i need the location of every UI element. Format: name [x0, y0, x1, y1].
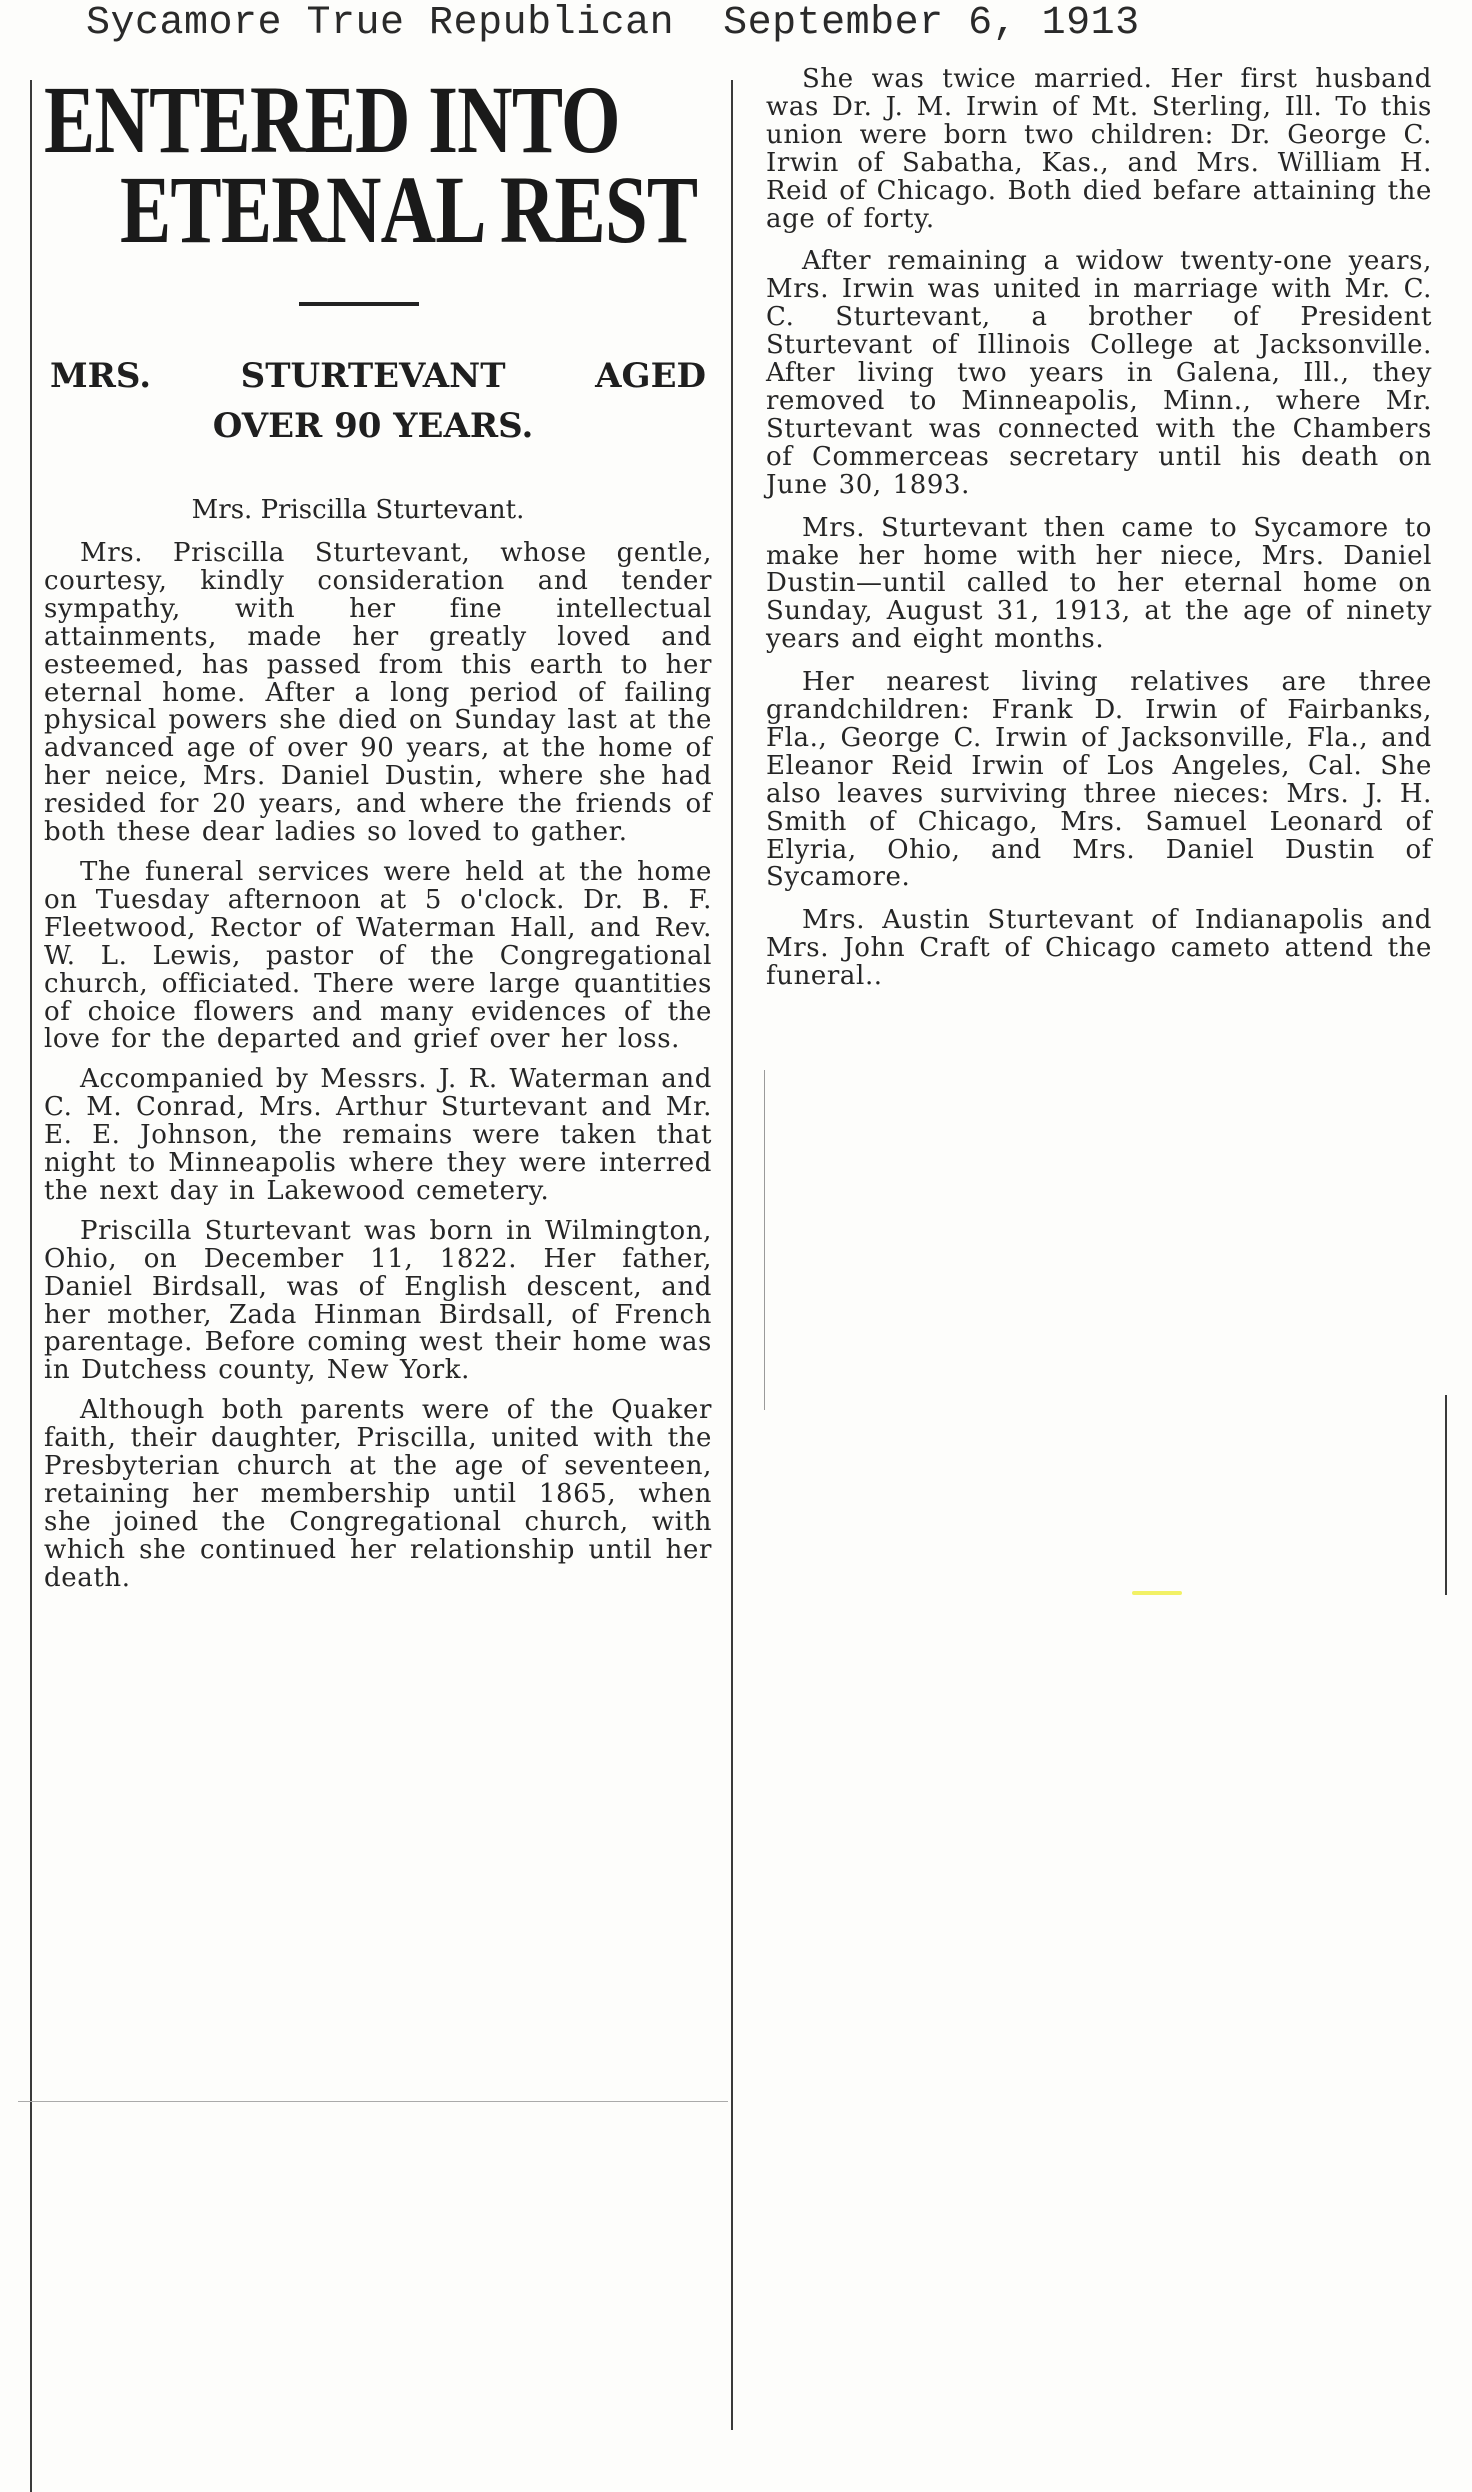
left-column — [44, 66, 712, 1593]
subhead-word: AGED — [595, 356, 706, 396]
headline-divider — [299, 302, 419, 306]
paragraph: Although both parents were of the Quaker faith, their daughter, Priscilla, united with the Presbyterian church at the age of seventeen, retaining her membership until 1865, when she joined the Congregational church, with which she continued her relationship until her death. — [44, 1395, 712, 1593]
subhead-line-2: OVER 90 YEARS. — [212, 406, 534, 446]
fold-crease-line — [18, 2101, 728, 2102]
paragraph: The funeral services were held at the home on Tuesday afternoon at 5 o'clock. Dr. B. F. Fleetwood, Rector of Waterman Hall, and Rev. W. L. Lewis, pastor of the Congregational church, officiated. There were large quantities of choice flowers and many evidences of the love for the departed and grief over her loss. — [44, 856, 712, 1055]
publication-name: Sycamore True Republican — [86, 1, 675, 46]
paragraph: After remaining a widow twenty-one years, Mrs. Irwin was united in marriage with Mr. C. C. Sturtevant, a brother of President Sturtevant of Illinois College at Jacksonville. After living two years in Galena, Ill., they removed to Minneapolis, Minn., where Mr. Sturtevant was connected with the Chambers of Commerceas secretary until his death on June 30, 1893. — [766, 246, 1432, 500]
paragraph: Mrs. Priscilla Sturtevant, whose gentle, courtesy, kindly consideration and tender sympathy, with her fine intellectual attainments, made her greatly loved and esteemed, has passed from this earth to her eternal home. After a long period of failing physical powers she died on Sunday last at the advanced age of over 90 years, at the home of her neice, Mrs. Daniel Dustin, where she had resided for 20 years, and where the friends of both these dear ladies so loved to gather. — [44, 538, 712, 848]
byline: Mrs. Priscilla Sturtevant. — [191, 495, 525, 525]
right-column-edge-rule — [764, 1070, 765, 1410]
headline-line-1: ENTERED INTO — [44, 66, 620, 173]
highlighter-mark — [1132, 1591, 1182, 1595]
headline-line-2: ETERNAL REST — [120, 156, 698, 263]
right-border-rule — [1445, 1395, 1447, 1595]
masthead — [86, 2, 1416, 46]
subhead-word: MRS. — [50, 356, 152, 396]
paragraph: She was twice married. Her first husband was Dr. J. M. Irwin of Mt. Sterling, Ill. To this union were born two children: Dr. George C. Irwin of Sabatha, Kas., and Mrs. William H. Reid of Chicago. Both died befare attaining the age of forty. — [766, 64, 1432, 234]
paragraph: Mrs. Austin Sturtevant of Indianapolis and Mrs. John Craft of Chicago cameto attend the funeral.. — [766, 905, 1432, 992]
right-column — [766, 66, 1432, 991]
paragraph: Priscilla Sturtevant was born in Wilmington, Ohio, on December 11, 1822. Her father, Daniel Birdsall, was of English descent, and her mother, Zada Hinman Birdsall, of French parentage. Before coming west their home was in Dutchess county, New York. — [44, 1215, 712, 1386]
left-border-rule — [30, 80, 32, 2492]
center-column-rule — [731, 80, 733, 2430]
publication-date: September 6, 1913 — [723, 1, 1140, 46]
subheadline — [44, 354, 712, 448]
paragraph: Mrs. Sturtevant then came to Sycamore to make her home with her niece, Mrs. Daniel Dustin—until called to her eternal home on Sunday, August 31, 1913, at the age of ninety years and eight months. — [766, 512, 1432, 655]
paragraph: Her nearest living relatives are three grandchildren: Frank D. Irwin of Fairbanks, Fla., George C. Irwin of Jacksonville, Fla., and Eleanor Reid Irwin of Los Angeles, Cal. She also leaves surviving three nieces: Mrs. J. H. Smith of Chicago, Mrs. Samuel Leonard of Elyria, Ohio, and Mrs. Daniel Dustin of Sycamore. — [766, 667, 1432, 893]
subhead-word: STURTEVANT — [240, 356, 506, 396]
paragraph: Accompanied by Messrs. J. R. Waterman and C. M. Conrad, Mrs. Arthur Sturtevant and Mr. E. E. Johnson, the remains were taken that night to Minneapolis where they were interred the next day in Lakewood cemetery. — [44, 1064, 712, 1206]
